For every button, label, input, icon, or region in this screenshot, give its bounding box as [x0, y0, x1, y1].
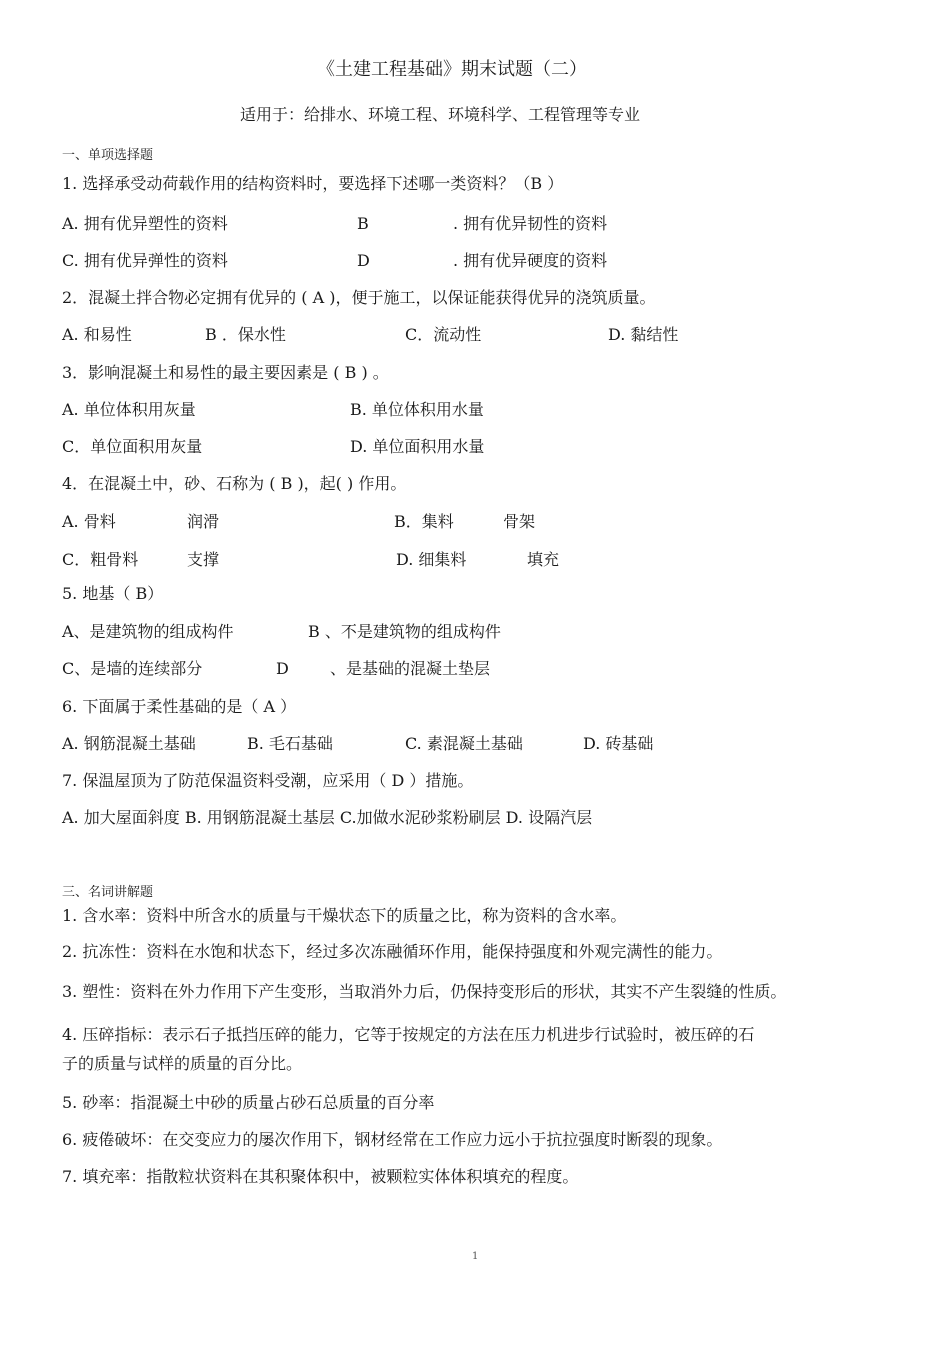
question-4-stem: 4．在混凝土中，砂、石称为 ( B )，起( ) 作用。: [62, 474, 407, 493]
term-item-4: 4. 压碎指标：表示石子抵挡压碎的能力，它等于按规定的方法在压力机进步行试验时，被压碎的石: [62, 1025, 755, 1044]
question-6-option-c: C. 素混凝土基础: [405, 734, 523, 753]
question-1-option-b: . 拥有优异韧性的资料: [453, 214, 608, 233]
question-6-option-a: A. 钢筋混凝土基础: [62, 734, 196, 753]
question-2-option-d: D. 黏结性: [608, 325, 679, 344]
page-title: 《土建工程基础》期末试题（二）: [317, 59, 587, 80]
question-2-stem: 2．混凝土拌合物必定拥有优异的 ( A )，便于施工，以保证能获得优异的浇筑质量。: [62, 288, 656, 307]
term-item-1: 1. 含水率：资料中所含水的质量与干燥状态下的质量之比，称为资料的含水率。: [62, 906, 627, 925]
question-4-option-c: C．粗骨料: [62, 550, 139, 569]
page-number: 1: [472, 1251, 479, 1262]
question-6-stem: 6. 下面属于柔性基础的是（ A ）: [62, 697, 297, 716]
question-1-option-b-letter: B: [357, 214, 369, 233]
term-item-5: 5. 砂率：指混凝土中砂的质量占砂石总质量的百分率: [62, 1093, 435, 1112]
term-item-4-continued: 子的质量与试样的质量的百分比。: [62, 1054, 303, 1073]
question-2-option-b: B ．保水性: [205, 325, 286, 344]
question-3-option-b: B. 单位体积用水量: [350, 400, 484, 419]
question-4-option-c-effect: 支撑: [187, 550, 220, 569]
question-7-options: A. 加大屋面斜度 B. 用钢筋混凝土基层 C.加做水泥砂浆粉刷层 D. 设隔汽层: [62, 808, 593, 827]
question-3-option-c: C．单位面积用灰量: [62, 437, 203, 456]
term-item-6: 6. 疲倦破坏：在交变应力的屡次作用下，钢材经常在工作应力远小于抗拉强度时断裂的现象。: [62, 1130, 723, 1149]
term-item-2: 2. 抗冻性：资料在水饱和状态下，经过多次冻融循环作用，能保持强度和外观完满性的能力。: [62, 942, 723, 961]
question-4-option-a-effect: 润滑: [187, 512, 220, 531]
question-4-option-b-effect: 骨架: [503, 512, 536, 531]
term-item-7: 7. 填充率：指散粒状资料在其积聚体积中，被颗粒实体体积填充的程度。: [62, 1167, 579, 1186]
question-5-option-d-letter: D: [276, 659, 289, 678]
question-1-option-c: C. 拥有优异弹性的资料: [62, 251, 228, 270]
term-item-3: 3. 塑性：资料在外力作用下产生变形，当取消外力后，仍保持变形后的形状，其实不产生裂缝的性质。: [62, 982, 787, 1001]
question-4-option-d-effect: 填充: [527, 550, 560, 569]
question-5-stem: 5. 地基（ B）: [62, 584, 164, 603]
question-1-stem: 1. 选择承受动荷载作用的结构资料时，要选择下述哪一类资料？（B ）: [62, 174, 564, 193]
question-3-option-a: A. 单位体积用灰量: [62, 400, 196, 419]
question-3-stem: 3．影响混凝土和易性的最主要因素是 ( B ) 。: [62, 363, 389, 382]
question-3-option-d: D. 单位面积用水量: [350, 437, 485, 456]
question-1-option-a: A. 拥有优异塑性的资料: [62, 214, 228, 233]
question-6-option-b: B. 毛石基础: [247, 734, 333, 753]
question-4-option-a: A. 骨料: [62, 512, 116, 531]
question-2-option-c: C．流动性: [405, 325, 482, 344]
question-2-option-a: A. 和易性: [62, 325, 132, 344]
question-1-option-d-letter: D: [357, 251, 370, 270]
question-4-option-d: D. 细集料: [396, 550, 467, 569]
question-4-option-b: B．集料: [394, 512, 454, 531]
question-1-option-d: . 拥有优异硬度的资料: [453, 251, 608, 270]
question-5-option-d: 、是基础的混凝土垫层: [330, 659, 491, 678]
question-5-option-b: B 、不是建筑物的组成构件: [308, 622, 501, 641]
section-heading-term-explanation: 三、名词讲解题: [62, 885, 154, 900]
section-heading-single-choice: 一、单项选择题: [62, 148, 154, 163]
question-7-stem: 7. 保温屋顶为了防范保温资料受潮，应采用（ D ）措施。: [62, 771, 474, 790]
question-5-option-c: C、是墙的连续部分: [62, 659, 203, 678]
question-6-option-d: D. 砖基础: [583, 734, 654, 753]
page-subtitle: 适用于：给排水、环境工程、环境科学、工程管理等专业: [240, 105, 641, 124]
question-5-option-a: A、是建筑物的组成构件: [62, 622, 234, 641]
